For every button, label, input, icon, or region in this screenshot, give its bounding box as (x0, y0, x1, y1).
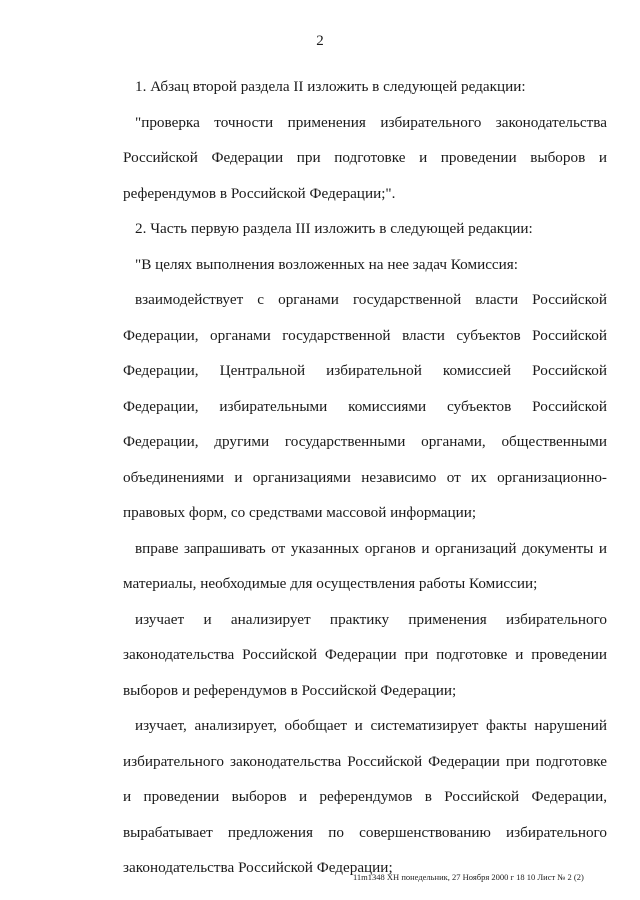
paragraph-studies-practice: изучает и анализирует практику применения избирательного законодательства Российской Федерации при подготовке и проведении выборов и референдумов в Российской Федерации; (123, 610, 607, 699)
paragraph-amendment-1: 1. Абзац второй раздела II изложить в следующей редакции: (135, 78, 526, 95)
paragraph-interacts: взаимодействует с органами государственной власти Российской Федерации, органами государственной власти субъектов Российской Федерации, Центральной избирательной комиссией Российской Федерации, избирательными комиссиями субъектов Российской Федерации, другими государственными органами, общественными объединениями и организациями независимо от их организационно-правовых форм, со средствами массовой информации; (123, 291, 607, 521)
document-body (123, 69, 607, 886)
page-number: 2 (316, 33, 324, 49)
paragraph-amendment-1-text: "проверка точности применения избирательного законодательства Российской Федерации при подготовке и проведении выборов и референдумов в Российской Федерации;". (123, 113, 607, 202)
paragraph-studies-violations: изучает, анализирует, обобщает и систематизирует факты нарушений избирательного законодательства Российской Федерации при подготовке и проведении выборов и референдумов в Российской Федерации, вырабатывает предложения по совершенствованию избирательного законодательства Российской Федерации; (123, 717, 607, 876)
paragraph-commission-intro: "В целях выполнения возложенных на нее задач Комиссия: (135, 255, 519, 273)
paragraph-amendment-2: 2. Часть первую раздела III изложить в следующей редакции: (135, 220, 533, 237)
document-footer: 11m1348 ХН понедельник, 27 Ноября 2000 г 18 10 Лист № 2 (2) (353, 872, 584, 882)
paragraph-requests: вправе запрашивать от указанных органов и организаций документы и материалы, необходимые для осуществления работы Комиссии; (123, 539, 607, 592)
